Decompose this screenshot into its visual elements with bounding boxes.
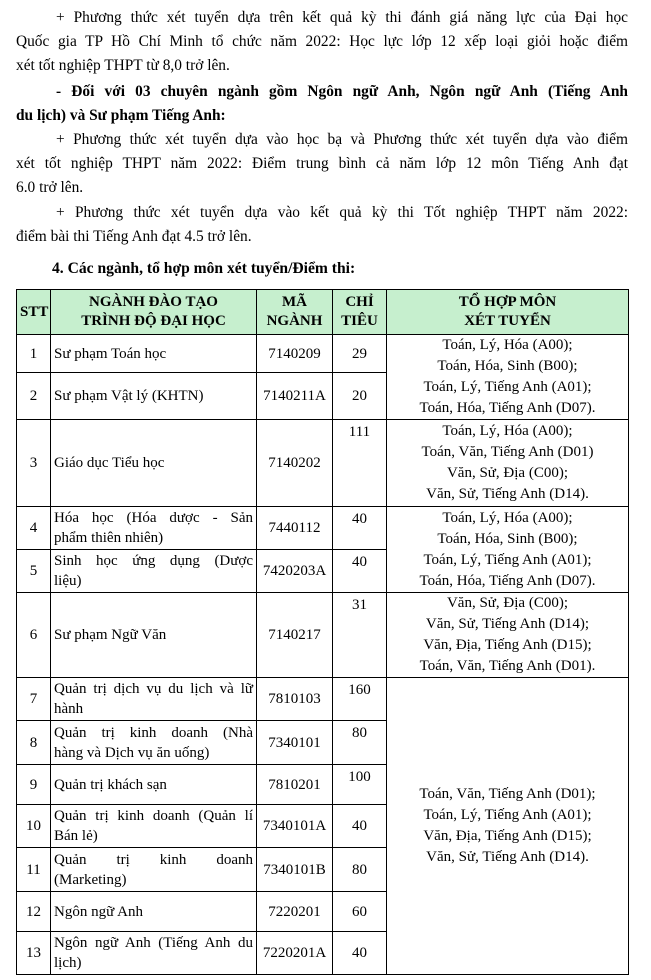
row-quota: 40: [333, 550, 387, 593]
row-stt: 12: [17, 892, 51, 932]
table-header-row: [17, 290, 629, 335]
row-combo: Văn, Sử, Địa (C00); Văn, Sử, Tiếng Anh (D14); Văn, Địa, Tiếng Anh (D15); Toán, Văn, Tiếng Anh (D01).: [387, 593, 629, 678]
row-combo: Toán, Văn, Tiếng Anh (D01); Toán, Lý, Tiếng Anh (A01); Văn, Địa, Tiếng Anh (D15); Văn, Sử, Tiếng Anh (D14).: [387, 678, 629, 975]
table-row: [17, 507, 629, 550]
row-major: Quản trị kinh doanh (Marketing): [51, 848, 257, 892]
header-major: NGÀNH ĐÀO TẠO TRÌNH ĐỘ ĐẠI HỌC: [51, 290, 257, 335]
row-quota: 160: [333, 678, 387, 721]
text-line: xét tốt nghiệp THPT năm 2022: Điểm trung bình cả năm lớp 12 môn Tiếng Anh đạt: [16, 155, 628, 172]
row-code: 7340101: [257, 721, 333, 765]
table-row: [17, 420, 629, 507]
row-stt: 2: [17, 373, 51, 420]
header-code: MÃ NGÀNH: [257, 290, 333, 335]
row-stt: 3: [17, 420, 51, 507]
row-code: 7810201: [257, 765, 333, 805]
row-code: 7440112: [257, 507, 333, 550]
header-stt: STT: [17, 290, 51, 335]
row-major: Quản trị khách sạn: [51, 765, 257, 805]
table-row: [17, 593, 629, 678]
paragraph-english-majors: [16, 80, 628, 128]
row-code: 7140211A: [257, 373, 333, 420]
paragraph-exam-method: [16, 201, 628, 249]
text-line: Quốc gia TP Hồ Chí Minh tổ chức năm 2022: Học lực lớp 12 xếp loại giỏi hoặc điểm: [16, 33, 628, 50]
row-combo: Toán, Lý, Hóa (A00); Toán, Văn, Tiếng Anh (D01) Văn, Sử, Địa (C00); Văn, Sử, Tiếng Anh (D14).: [387, 420, 629, 507]
row-stt: 10: [17, 805, 51, 848]
row-stt: 9: [17, 765, 51, 805]
text-line: + Phương thức xét tuyển dựa vào kết quả kỳ thi Tốt nghiệp THPT năm 2022:: [56, 204, 628, 221]
row-major: Sư phạm Toán học: [51, 335, 257, 373]
text-line: 6.0 trở lên.: [16, 179, 84, 196]
row-stt: 6: [17, 593, 51, 678]
row-code: 7140209: [257, 335, 333, 373]
row-quota: 100: [333, 765, 387, 805]
row-major: Giáo dục Tiểu học: [51, 420, 257, 507]
row-stt: 11: [17, 848, 51, 892]
row-combo: Toán, Lý, Hóa (A00); Toán, Hóa, Sinh (B00); Toán, Lý, Tiếng Anh (A01); Toán, Hóa, Tiếng Anh (D07).: [387, 507, 629, 593]
row-quota: 60: [333, 892, 387, 932]
header-combo: TỔ HỢP MÔN XÉT TUYỂN: [387, 290, 629, 335]
row-quota: 80: [333, 721, 387, 765]
row-stt: 4: [17, 507, 51, 550]
text-line: xét tốt nghiệp THPT từ 8,0 trở lên.: [16, 57, 230, 74]
text-line: + Phương thức xét tuyển dựa vào học bạ và Phương thức xét tuyển dựa vào điểm: [56, 131, 628, 148]
majors-table: [16, 289, 629, 975]
row-major: Ngôn ngữ Anh (Tiếng Anh du lịch): [51, 932, 257, 975]
row-quota: 111: [333, 420, 387, 507]
row-major: Quản trị dịch vụ du lịch và lữ hành: [51, 678, 257, 721]
row-code: 7340101B: [257, 848, 333, 892]
row-stt: 1: [17, 335, 51, 373]
table-row: [17, 678, 629, 721]
text-line: điểm bài thi Tiếng Anh đạt 4.5 trở lên.: [16, 228, 252, 245]
row-major: Sinh học ứng dụng (Dược liệu): [51, 550, 257, 593]
row-quota: 40: [333, 507, 387, 550]
row-code: 7810103: [257, 678, 333, 721]
row-major: Sư phạm Vật lý (KHTN): [51, 373, 257, 420]
row-quota: 40: [333, 932, 387, 975]
row-code: 7140217: [257, 593, 333, 678]
row-quota: 40: [333, 805, 387, 848]
section-heading: 4. Các ngành, tổ hợp môn xét tuyển/Điểm thi:: [52, 260, 356, 277]
row-major: Sư phạm Ngữ Văn: [51, 593, 257, 678]
row-quota: 20: [333, 373, 387, 420]
paragraph-transcript-method: [16, 128, 628, 200]
row-code: 7220201: [257, 892, 333, 932]
row-code: 7420203A: [257, 550, 333, 593]
text-line: - Đối với 03 chuyên ngành gồm Ngôn ngữ Anh, Ngôn ngữ Anh (Tiếng Anh: [56, 83, 628, 100]
row-stt: 5: [17, 550, 51, 593]
row-stt: 7: [17, 678, 51, 721]
row-combo: Toán, Lý, Hóa (A00); Toán, Hóa, Sinh (B00); Toán, Lý, Tiếng Anh (A01); Toán, Hóa, Tiếng Anh (D07).: [387, 335, 629, 420]
row-major: Ngôn ngữ Anh: [51, 892, 257, 932]
text-line: du lịch) và Sư phạm Tiếng Anh:: [16, 107, 226, 124]
row-code: 7140202: [257, 420, 333, 507]
row-major: Quản trị kinh doanh (Nhà hàng và Dịch vụ ăn uống): [51, 721, 257, 765]
row-code: 7220201A: [257, 932, 333, 975]
row-major: Hóa học (Hóa dược - Sản phẩm thiên nhiên): [51, 507, 257, 550]
row-major: Quản trị kinh doanh (Quản lí Bán lẻ): [51, 805, 257, 848]
paragraph-competency-method: [16, 6, 628, 78]
table-row: [17, 335, 629, 373]
row-stt: 8: [17, 721, 51, 765]
row-quota: 80: [333, 848, 387, 892]
row-quota: 29: [333, 335, 387, 373]
header-quota: CHỈ TIÊU: [333, 290, 387, 335]
row-quota: 31: [333, 593, 387, 678]
row-code: 7340101A: [257, 805, 333, 848]
row-stt: 13: [17, 932, 51, 975]
text-line: + Phương thức xét tuyển dựa trên kết quả kỳ thi đánh giá năng lực của Đại học: [56, 9, 628, 26]
